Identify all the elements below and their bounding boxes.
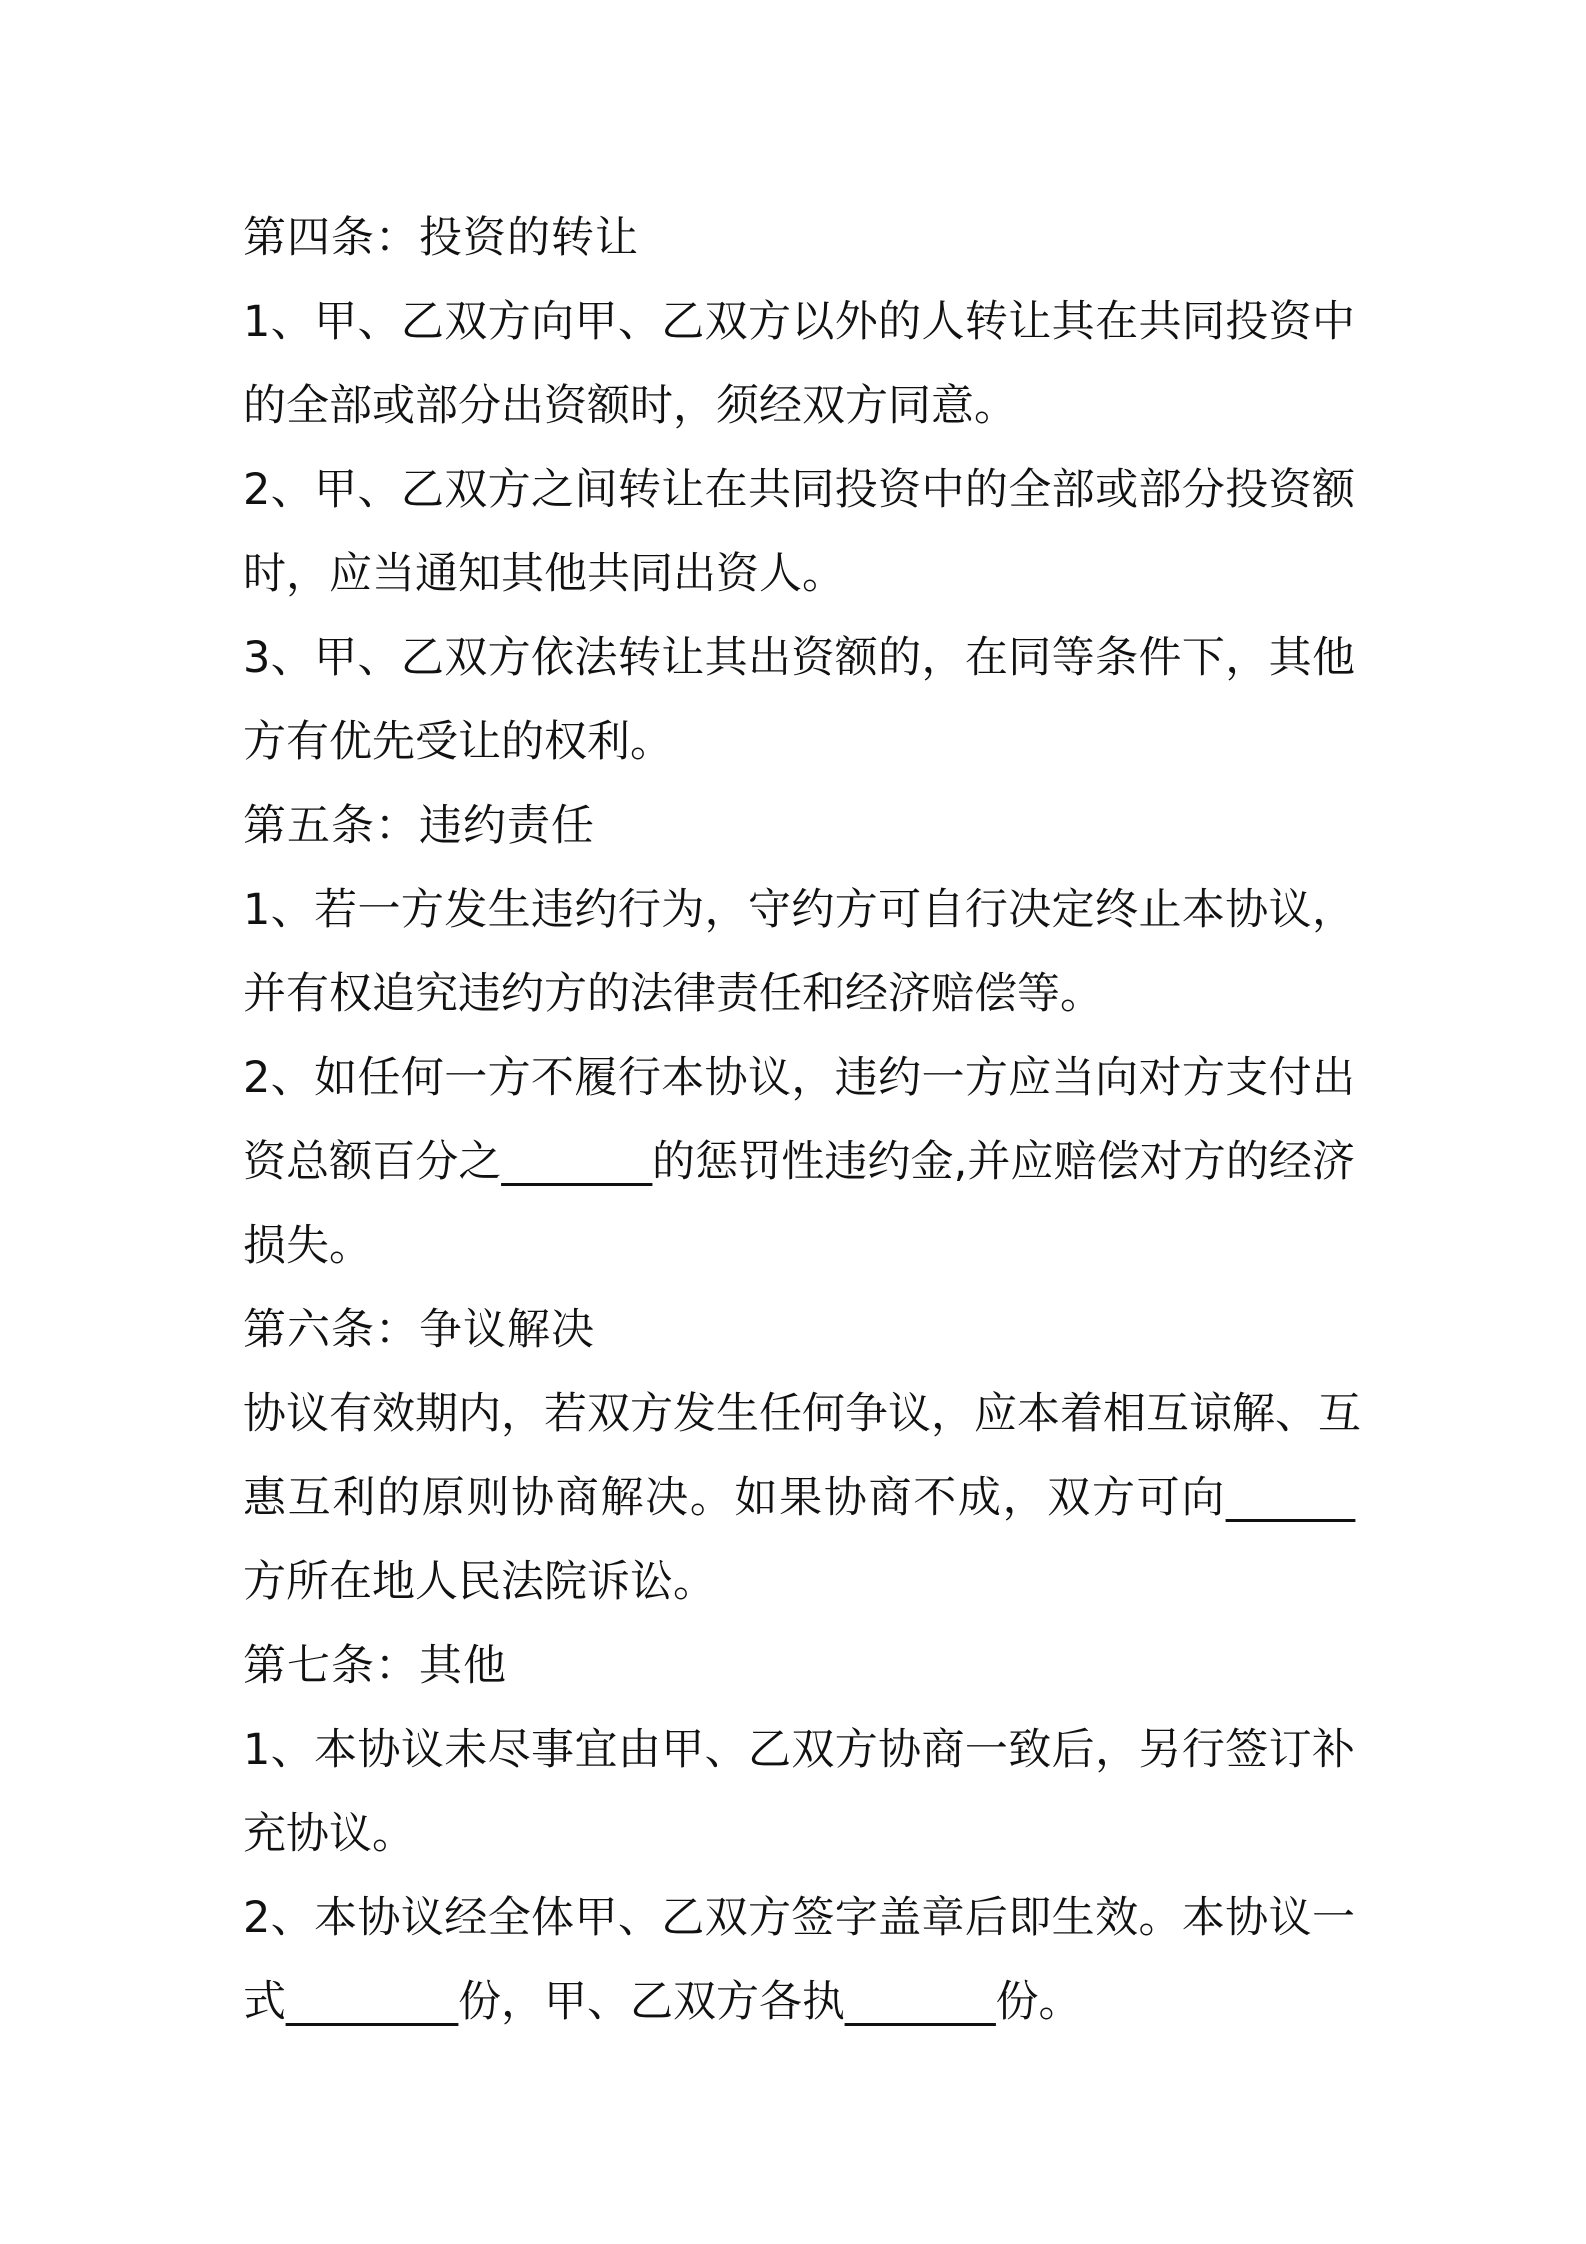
article-4-heading: 第四条：投资的转让 [243, 213, 639, 263]
article-5-clause-2-line-2: 资总额百分之_______的惩罚性违约金,并应赔偿对方的经济 [243, 1137, 1355, 1187]
article-4-clause-1-line-2: 的全部或部分出资额时，须经双方同意。 [243, 381, 1017, 431]
article-4-clause-3-line-2: 方有优先受让的权利。 [243, 717, 673, 767]
article-4-clause-2-line-1: 2、甲、乙双方之间转让在共同投资中的全部或部分投资额 [243, 465, 1355, 515]
article-7-heading: 第七条：其他 [243, 1641, 507, 1691]
article-7-clause-1-line-1: 1、本协议未尽事宜由甲、乙双方协商一致后，另行签订补 [243, 1725, 1355, 1775]
article-6-text-line-3: 方所在地人民法院诉讼。 [243, 1557, 716, 1607]
document-body [243, 196, 1361, 2044]
article-7-clause-2-line-2: 式________份，甲、乙双方各执_______份。 [243, 1977, 1082, 2027]
article-5-heading: 第五条：违约责任 [243, 801, 595, 851]
article-7-clause-2-line-1: 2、本协议经全体甲、乙双方签字盖章后即生效。本协议一 [243, 1893, 1355, 1943]
article-4-clause-2-line-2: 时，应当通知其他共同出资人。 [243, 549, 845, 599]
article-5-clause-2-line-1: 2、如任何一方不履行本协议，违约一方应当向对方支付出 [243, 1053, 1355, 1103]
article-5-clause-1-line-2: 并有权追究违约方的法律责任和经济赔偿等。 [243, 969, 1103, 1019]
article-5-clause-2-line-3: 损失。 [243, 1221, 372, 1271]
article-5-clause-1-line-1: 1、若一方发生违约行为，守约方可自行决定终止本协议， [243, 885, 1355, 935]
article-6-text-line-1: 协议有效期内，若双方发生任何争议，应本着相互谅解、互 [243, 1389, 1361, 1439]
article-4-clause-1-line-1: 1、甲、乙双方向甲、乙双方以外的人转让其在共同投资中 [243, 297, 1355, 347]
article-7-clause-1-line-2: 充协议。 [243, 1809, 415, 1859]
article-6-heading: 第六条：争议解决 [243, 1305, 595, 1355]
article-4-clause-3-line-1: 3、甲、乙双方依法转让其出资额的，在同等条件下，其他 [243, 633, 1355, 683]
article-6-text-line-2: 惠互利的原则协商解决。如果协商不成，双方可向______ [243, 1473, 1355, 1523]
